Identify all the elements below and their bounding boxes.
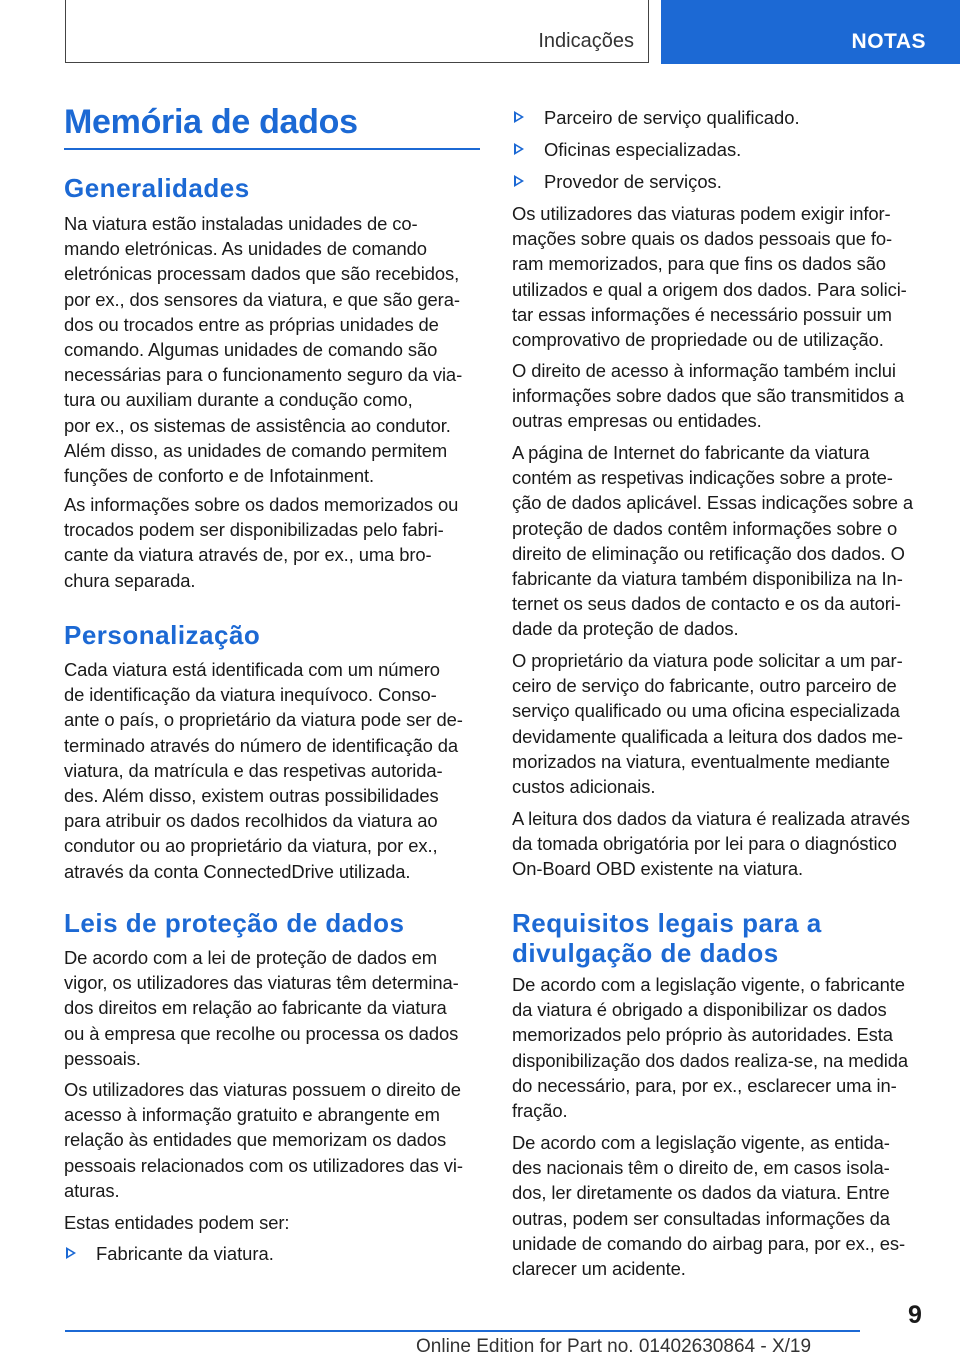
header-section-box xyxy=(65,0,649,63)
paragraph-line: necessárias para o funcionamento seguro da via‐ xyxy=(64,364,463,386)
triangle-bullet-icon xyxy=(514,111,524,123)
paragraph-line: custos adicionais. xyxy=(512,776,656,798)
paragraph xyxy=(512,806,910,882)
paragraph-line: de identificação da viatura inequívoco. Conso‐ xyxy=(64,684,437,706)
paragraph xyxy=(512,440,913,642)
heading-leis-protecao: Leis de proteção de dados xyxy=(64,908,405,938)
bullet-text: Parceiro de serviço qualificado. xyxy=(544,107,800,128)
heading-generalidades: Generalidades xyxy=(64,173,250,203)
paragraph-line: relação às entidades que memorizam os dados xyxy=(64,1129,447,1151)
bullet-text: Provedor de serviços. xyxy=(544,171,722,192)
page-title: Memória de dados xyxy=(64,103,358,141)
triangle-bullet-icon xyxy=(66,1247,76,1259)
paragraph-line: proteção de dados contêm informações sobre o xyxy=(512,517,898,539)
paragraph-line: por ex., os sistemas de assistência ao condutor. xyxy=(64,414,451,436)
paragraph-line: da viatura é obrigado a disponibilizar os dados xyxy=(512,999,887,1021)
triangle-bullet-icon xyxy=(514,143,524,155)
paragraph xyxy=(512,201,907,352)
bullet-text: Oficinas especializadas. xyxy=(544,139,742,160)
paragraph-line: dade da proteção de dados. xyxy=(512,618,739,640)
paragraph-line: fração. xyxy=(512,1100,568,1122)
paragraph-line: ou à empresa que recolhe ou processa os dados xyxy=(64,1022,459,1044)
paragraph-line: A página de Internet do fabricante da viatura xyxy=(512,442,870,463)
paragraph-line: O proprietário da viatura pode solicitar a um par‐ xyxy=(512,650,903,671)
paragraph xyxy=(512,1130,905,1281)
paragraph-line: através da conta ConnectedDrive utilizada. xyxy=(64,860,411,882)
header-tab-notas xyxy=(661,0,960,64)
paragraph-line: da tomada obrigatória por lei para o diagnóstico xyxy=(512,833,897,855)
paragraph-line: vigor, os utilizadores das viaturas têm determina‐ xyxy=(64,972,459,994)
paragraph-line: mando eletrónicas. As unidades de comando xyxy=(64,238,427,260)
paragraph-line: ante o país, o proprietário da viatura pode ser de‐ xyxy=(64,709,463,731)
paragraph-line: disponibilização dos dados realiza-se, na medida xyxy=(512,1049,908,1071)
paragraph-line: De acordo com a legislação vigente, o fabricante xyxy=(512,974,905,995)
paragraph-line: terminado através do número de identificação da xyxy=(64,734,459,756)
paragraph-line: tura ou auxiliam durante a condução como, xyxy=(64,389,413,411)
paragraph-line: des. Além disso, existem outras possibilidades xyxy=(64,785,439,807)
paragraph-line: As informações sobre os dados memorizados ou xyxy=(64,494,459,515)
paragraph-line: informações sobre dados que são transmitidos a xyxy=(512,385,905,407)
paragraph-line: utilizados e qual a origem dos dados. Para solici‐ xyxy=(512,278,907,300)
paragraph-line: para atribuir os dados recolhidos da viatura ao xyxy=(64,810,438,832)
paragraph-line: mações sobre quais os dados pessoais que fo‐ xyxy=(512,228,892,250)
paragraph-line: pessoais. xyxy=(64,1047,141,1069)
paragraph-line: viatura, da matrícula e das respetivas autorida‐ xyxy=(64,759,443,781)
paragraph xyxy=(512,648,903,799)
paragraph-line: unidade de comando do airbag para, por ex., es‐ xyxy=(512,1232,906,1254)
paragraph-line: ceiro de serviço do fabricante, outro parceiro de xyxy=(512,675,897,697)
header-tab-label: NOTAS xyxy=(851,30,926,53)
paragraph-line: ram memorizados, para que fins os dados são xyxy=(512,253,886,275)
paragraph-line: Os utilizadores das viaturas podem exigir infor‐ xyxy=(512,203,891,224)
paragraph-line: acesso à informação gratuito e abrangente em xyxy=(64,1104,440,1126)
page-number: 9 xyxy=(908,1301,922,1329)
paragraph-line: trocados podem ser disponibilizadas pelo fabri‐ xyxy=(64,519,444,541)
paragraph-line: comando. Algumas unidades de comando são xyxy=(64,339,438,361)
paragraph-line: morizados na viatura, eventualmente mediante xyxy=(512,750,890,772)
footer-edition-text: Online Edition for Part no. 01402630864 - X/19 xyxy=(416,1336,812,1357)
paragraph xyxy=(64,945,459,1071)
paragraph xyxy=(64,1077,463,1203)
paragraph-line: Os utilizadores das viaturas possuem o direito de xyxy=(64,1079,461,1100)
paragraph-line: On-Board OBD existente na viatura. xyxy=(512,858,803,880)
paragraph xyxy=(64,657,463,884)
paragraph xyxy=(64,492,458,593)
paragraph-line: aturas. xyxy=(64,1179,120,1201)
triangle-bullet-icon xyxy=(514,175,524,187)
paragraph-line: comprovativo de propriedade ou de utilização. xyxy=(512,329,884,351)
paragraph-line: memorizados pelo próprio às autoridades. Esta xyxy=(512,1024,893,1046)
paragraph-line: tar essas informações é necessário possuir um xyxy=(512,303,892,325)
title-rule xyxy=(64,148,480,150)
paragraph-line: De acordo com a legislação vigente, as entida‐ xyxy=(512,1132,890,1153)
paragraph-line: Além disso, as unidades de comando permitem xyxy=(64,439,448,461)
paragraph-line: condutor ou ao proprietário da viatura, por ex., xyxy=(64,835,438,857)
heading-line: divulgação de dados xyxy=(512,938,779,968)
paragraph-line: fabricante da viatura também disponibiliza na In‐ xyxy=(512,568,903,590)
header-section-label: Indicações xyxy=(538,30,634,52)
paragraph-line: Estas entidades podem ser: xyxy=(64,1212,290,1233)
paragraph-line: chura separada. xyxy=(64,569,196,591)
paragraph xyxy=(64,1210,289,1235)
paragraph xyxy=(512,972,908,1123)
paragraph-line: A leitura dos dados da viatura é realizada através xyxy=(512,808,910,829)
paragraph-line: dos ou trocados entre as próprias unidades de xyxy=(64,313,439,335)
paragraph-line: contém as respetivas indicações sobre a prote‐ xyxy=(512,467,893,489)
paragraph-line: O direito de acesso à informação também inclui xyxy=(512,360,896,381)
paragraph-line: outras, podem ser consultadas informações da xyxy=(512,1207,890,1229)
paragraph-line: ternet os seus dados de contacto e os da autori‐ xyxy=(512,593,901,615)
heading-personalizacao: Personalização xyxy=(64,620,261,650)
paragraph-line: outras empresas ou entidades. xyxy=(512,410,762,432)
paragraph-line: De acordo com a lei de proteção de dados em xyxy=(64,947,437,968)
paragraph-line: por ex., dos sensores da viatura, e que são gera‐ xyxy=(64,288,460,310)
paragraph-line: pessoais relacionados com os utilizadores das vi‐ xyxy=(64,1154,463,1176)
paragraph-line: dos, ler diretamente os dados da viatura. Entre xyxy=(512,1182,890,1204)
paragraph-line: funções de conforto e de Infotainment. xyxy=(64,465,375,487)
paragraph xyxy=(512,358,904,434)
footer-rule xyxy=(65,1330,860,1332)
paragraph-line: clarecer um acidente. xyxy=(512,1258,686,1280)
bullet-text: Fabricante da viatura. xyxy=(96,1243,274,1264)
paragraph-line: do necessário, para, por ex., esclarecer uma in‐ xyxy=(512,1074,897,1096)
paragraph-line: ção de dados aplicável. Essas indicações sobre a xyxy=(512,492,914,514)
paragraph-line: dos direitos em relação ao fabricante da viatura xyxy=(64,997,447,1019)
heading-requisitos-legais xyxy=(512,908,822,968)
paragraph-line: cante da viatura através de, por ex., uma bro‐ xyxy=(64,544,432,566)
paragraph-line: serviço qualificado ou uma oficina especializada xyxy=(512,700,900,722)
paragraph-line: direito de eliminação ou retificação dos dados. O xyxy=(512,542,905,564)
paragraph-line: des nacionais têm o direito de, em casos isola‐ xyxy=(512,1157,890,1179)
paragraph-line: eletrónicas processam dados que são recebidos, xyxy=(64,263,460,285)
paragraph-line: devidamente qualificada a leitura dos dados me‐ xyxy=(512,725,903,747)
heading-line: Requisitos legais para a xyxy=(512,908,822,938)
paragraph-line: Na viatura estão instaladas unidades de co‐ xyxy=(64,213,418,234)
paragraph-line: Cada viatura está identificada com um número xyxy=(64,659,440,680)
paragraph xyxy=(64,211,462,488)
